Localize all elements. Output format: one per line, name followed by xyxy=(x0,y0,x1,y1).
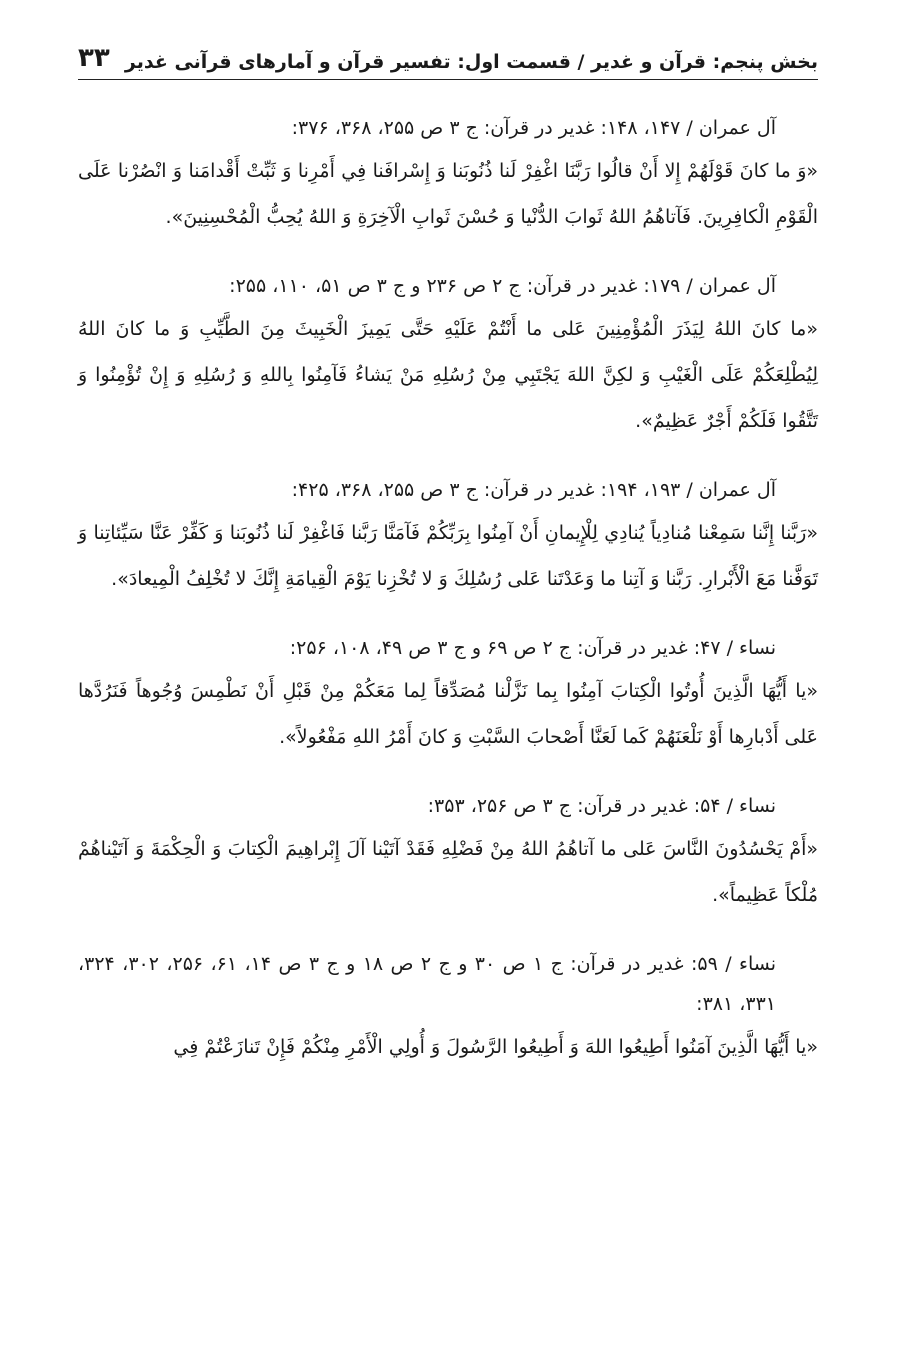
verse-entry xyxy=(78,786,818,918)
entry-reference: آل عمران / ۱۹۳، ۱۹۴: غدیر در قرآن: ج ۳ ص ۲۵۵، ۳۶۸، ۴۲۵: xyxy=(291,479,776,501)
verse-entry xyxy=(78,628,818,760)
running-head: بخش پنجم: قرآن و غدیر / قسمت اول: تفسیر قرآن و آمارهای قرآنی غدیر xyxy=(124,51,818,73)
entry-reference: نساء / ۵۹: غدیر در قرآن: ج ۱ ص ۳۰ و ج ۲ ص ۱۸ و ج ۳ ص ۱۴، ۶۱، ۲۵۶، ۳۰۲، ۳۲۴، ۳۳۱، ۳۸۱: xyxy=(78,953,776,1015)
entry-verse: «رَبَّنا إِنَّنا سَمِعْنا مُنادِياً يُنادِي لِلْإِيمانِ أَنْ آمِنُوا بِرَبِّكُمْ فَآمَنَّا رَبَّنا فَاغْفِرْ لَنا ذُنُوبَنا وَ كَفِّرْ عَنَّا سَيِّئاتِنا وَ تَوَفَّنا مَعَ الْأَبْرارِ. رَبَّنا وَ آتِنا ما وَعَدْتَنا عَلى رُسُلِكَ وَ لا تُخْزِنا يَوْمَ الْقِيامَةِ إِنَّكَ لا تُخْلِفُ الْمِيعادَ». xyxy=(78,522,818,590)
verse-entry xyxy=(78,944,818,1070)
entry-reference: نساء / ۴۷: غدیر در قرآن: ج ۲ ص ۶۹ و ج ۳ ص ۴۹، ۱۰۸، ۲۵۶: xyxy=(289,637,776,659)
page-number: ۳۳ xyxy=(78,43,110,73)
page-header xyxy=(78,30,818,80)
verse-entries xyxy=(78,108,818,1096)
entry-verse: «يا أَيُّهَا الَّذِينَ أُوتُوا الْكِتابَ آمِنُوا بِما نَزَّلْنا مُصَدِّقاً لِما مَعَكُمْ مِنْ قَبْلِ أَنْ نَطْمِسَ وُجُوهاً فَنَرُدَّها عَلى أَدْبارِها أَوْ نَلْعَنَهُمْ كَما لَعَنَّا أَصْحابَ السَّبْتِ وَ كانَ أَمْرُ اللهِ مَفْعُولاً». xyxy=(78,680,818,748)
entry-verse: «أَمْ يَحْسُدُونَ النَّاسَ عَلى ما آتاهُمُ اللهُ مِنْ فَضْلِهِ فَقَدْ آتَيْنا آلَ إِبْراهِيمَ الْكِتابَ وَ الْحِكْمَةَ وَ آتَيْناهُمْ مُلْكاً عَظِيماً». xyxy=(78,838,818,906)
verse-entry xyxy=(78,266,818,444)
entry-verse: «وَ ما كانَ قَوْلَهُمْ إِلا أَنْ قالُوا رَبَّنَا اغْفِرْ لَنا ذُنُوبَنا وَ إِسْرافَنا فِي أَمْرِنا وَ ثَبِّتْ أَقْدامَنا وَ انْصُرْنا عَلَى الْقَوْمِ الْكافِرِينَ. فَآتاهُمُ اللهُ ثَوابَ الدُّنْيا وَ حُسْنَ ثَوابِ الْآخِرَةِ وَ اللهُ يُحِبُّ الْمُحْسِنِينَ». xyxy=(78,160,818,228)
book-page xyxy=(78,0,818,1345)
entry-reference: آل عمران / ۱۷۹: غدیر در قرآن: ج ۲ ص ۲۳۶ و ج ۳ ص ۵۱، ۱۱۰، ۲۵۵: xyxy=(229,275,776,297)
entry-reference: نساء / ۵۴: غدیر در قرآن: ج ۳ ص ۲۵۶، ۳۵۳: xyxy=(427,795,776,817)
entry-reference: آل عمران / ۱۴۷، ۱۴۸: غدیر در قرآن: ج ۳ ص ۲۵۵، ۳۶۸، ۳۷۶: xyxy=(291,117,776,139)
entry-verse: «ما كانَ اللهُ لِيَذَرَ الْمُؤْمِنِينَ عَلى ما أَنْتُمْ عَلَيْهِ حَتَّى يَمِيزَ الْخَبِيثَ مِنَ الطَّيِّبِ وَ ما كانَ اللهُ لِيُطْلِعَكُمْ عَلَى الْغَيْبِ وَ لكِنَّ اللهَ يَجْتَبِي مِنْ رُسُلِهِ مَنْ يَشاءُ فَآمِنُوا بِاللهِ وَ رُسُلِهِ وَ إِنْ تُؤْمِنُوا وَ تَتَّقُوا فَلَكُمْ أَجْرٌ عَظِيمٌ». xyxy=(78,318,818,432)
entry-verse: «يا أَيُّهَا الَّذِينَ آمَنُوا أَطِيعُوا اللهَ وَ أَطِيعُوا الرَّسُولَ وَ أُولِي الْأَمْرِ مِنْكُمْ فَإِنْ تَنازَعْتُمْ فِي xyxy=(173,1036,818,1058)
verse-entry xyxy=(78,470,818,602)
verse-entry xyxy=(78,108,818,240)
